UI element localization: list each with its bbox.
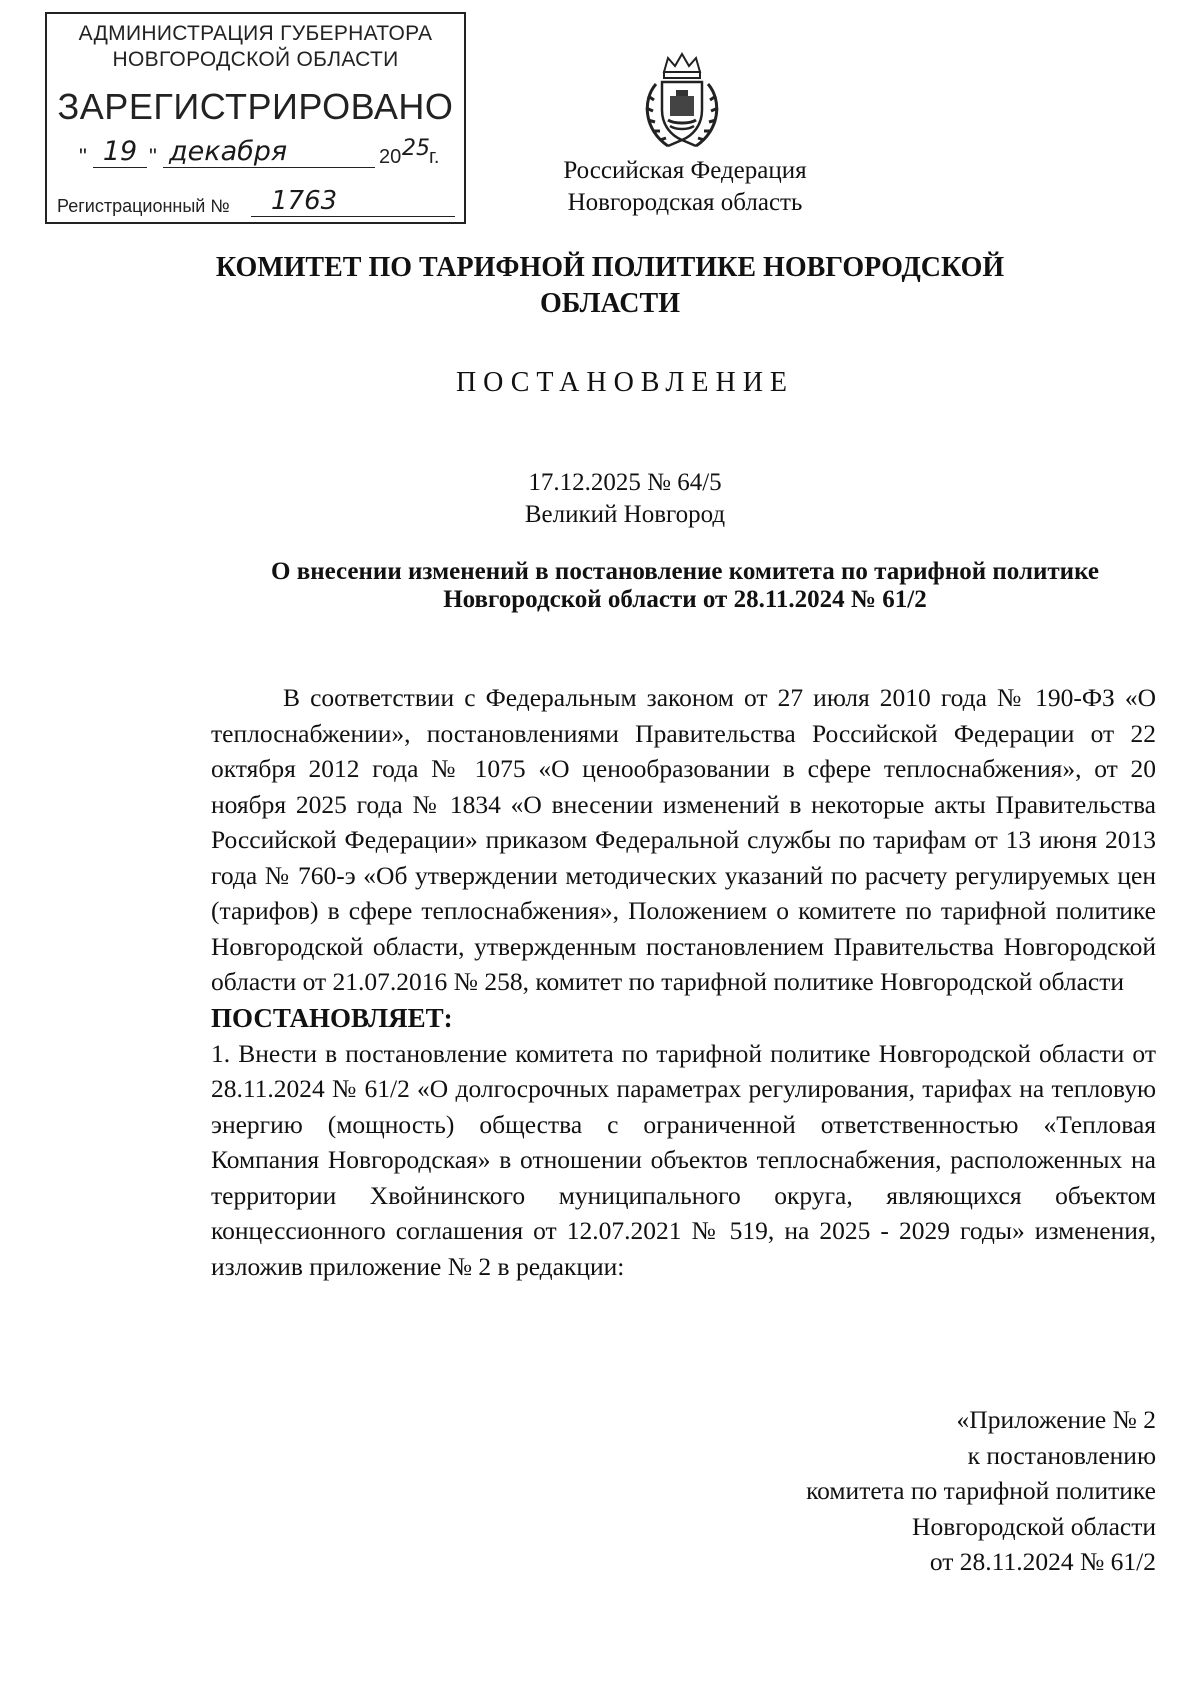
org-title-line-1: КОМИТЕТ ПО ТАРИФНОЙ ПОЛИТИКЕ НОВГОРОДСКОЙ — [215, 252, 1005, 283]
stamp-reg-label: Регистрационный № — [57, 196, 230, 216]
registration-stamp — [45, 12, 466, 224]
stamp-date-row: " 19 " декабря 20 25 г. — [79, 136, 440, 169]
stamp-reg-number: 1763 — [251, 186, 455, 217]
stamp-registered: ЗАРЕГИСТРИРОВАНО — [57, 86, 454, 127]
item-1-paragraph: 1. Внести в постановление комитета по тарифной политике Новгородской области от 28.11.2024 № 61/2 «О долгосрочных параметрах регулирования, тарифах на тепловую энергию (мощность) общества с ограниченной ответственностью «Тепловая Компания Новгородская» в отношении объектов теплоснабжения, расположенных на территории Хвойнинского муниципального округа, являющихся объектом концессионного соглашения от 12.07.2021 № 519, на 2025 - 2029 годы» изменения, изложив приложение № 2 в редакции: — [211, 1038, 1156, 1281]
subject-line-2: Новгородской области от 28.11.2024 № 61/2 — [443, 586, 927, 613]
preamble-paragraph: В соответствии с Федеральным законом от 27 июля 2010 года № 190-ФЗ «О теплоснабжении», постановлениями Правительства Российской Федерации от 22 октября 2012 года № 1075 «О ценообразовании в сфере теплоснабжения», от 20 ноября 2025 года № 1834 «О внесении изменений в некоторые акты Правительства Российской Федерации» приказом Федеральной службы по тарифам от 13 июня 2013 года № 760-э «Об утверждении методических указаний по расчету регулируемых цен (тарифов) в сфере теплоснабжения», Положением о комитете по тарифной политике Новгородской области, утвержденным постановлением Правительства Новгородской области от 21.07.2016 № 258, комитет по тарифной политике Новгородской области — [211, 683, 1156, 996]
document-place: Великий Новгород — [524, 501, 726, 528]
appendix-line-3: комитета по тарифной политике — [806, 1476, 1156, 1505]
stamp-number-row — [57, 186, 457, 222]
subject-line-1: О внесении изменений в постановление комитета по тарифной политике — [271, 558, 1099, 585]
issuer-header — [520, 155, 850, 219]
stamp-month: декабря — [163, 136, 375, 168]
novgorod-coat-of-arms-icon — [634, 50, 730, 154]
document-body — [211, 680, 1156, 1284]
stamp-day: 19 — [93, 136, 147, 168]
organization-title — [150, 250, 1070, 322]
document-date-number: 17.12.2025 № 64/5 — [528, 469, 722, 496]
document-date-place — [400, 467, 850, 531]
appendix-line-1: «Приложение № 2 — [956, 1405, 1156, 1434]
appendix-line-4: Новгородской области — [912, 1511, 1156, 1541]
document-subject — [200, 558, 1170, 614]
stamp-year-prefix: 20 — [379, 146, 402, 168]
stamp-year-suffix: 25 — [402, 136, 430, 161]
stamp-line-1: АДМИНИСТРАЦИЯ ГУБЕРНАТОРА — [78, 22, 433, 45]
stamp-line-2: НОВГОРОДСКОЙ ОБЛАСТИ — [112, 48, 399, 71]
org-title-line-2: ОБЛАСТИ — [540, 288, 680, 319]
region-name: Новгородская область — [567, 189, 803, 216]
appendix-header — [700, 1402, 1156, 1580]
document-type: ПОСТАНОВЛЕНИЕ — [455, 367, 795, 398]
appendix-line-5: от 28.11.2024 № 61/2 — [929, 1547, 1156, 1576]
country-name: Российская Федерация — [563, 157, 807, 184]
stamp-year-unit: г. — [429, 146, 440, 168]
appendix-line-2: к постановлению — [967, 1440, 1156, 1470]
resolves-heading: ПОСТАНОВЛЯЕТ: — [211, 1002, 453, 1033]
